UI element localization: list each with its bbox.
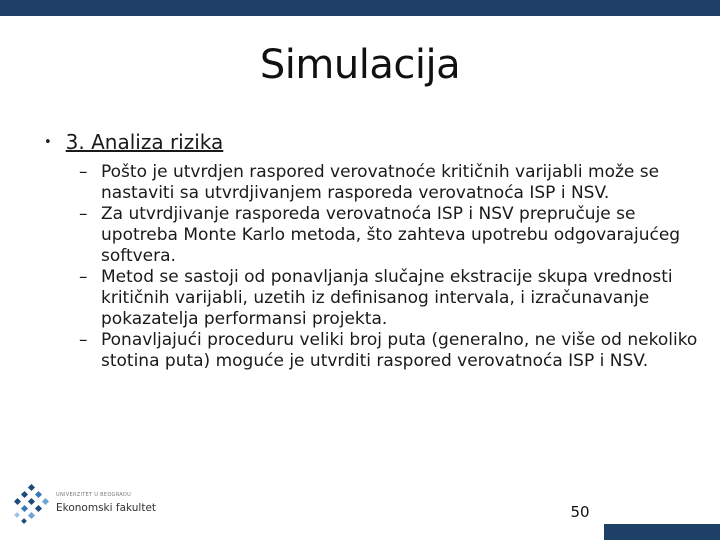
sub-bullet-text: Ponavljajući proceduru veliki broj puta (generalno, ne više od nekoliko stotina puta) moguće je utvrditi raspored verovatnoća ISP i NSV. xyxy=(101,330,698,371)
sub-bullet-item xyxy=(79,204,704,267)
dash: – xyxy=(79,330,88,350)
bullet-dot: • xyxy=(44,135,52,150)
university-logo xyxy=(14,484,157,528)
sub-bullet-text: Metod se sastoji od ponavljanja slučajne ekstracije skupa vrednosti kritičnih varijabli, uzetih iz definisanog intervala, i izračunavanje pokazatelja performansi projekta. xyxy=(101,267,673,329)
dash: – xyxy=(79,267,88,287)
sub-bullet-item xyxy=(79,330,704,372)
sub-bullet-text: Pošto je utvrdjen raspored verovatnoće kritičnih varijabli može se nastaviti sa utvrdjivanjem rasporeda verovatnoća ISP i NSV. xyxy=(101,162,660,203)
logo-faculty-name: Ekonomski fakultet xyxy=(56,502,157,514)
logo-university-text: UNIVERZITET U BEOGRADU xyxy=(56,492,132,498)
sub-bullet-text: Za utvrdjivanje rasporeda verovatnoća ISP i NSV prepručuje se upotreba Monte Karlo metoda, što zahteva upotrebu odgovarajućeg softvera. xyxy=(101,204,681,266)
sub-bullet-item xyxy=(79,267,704,330)
dash: – xyxy=(79,204,88,224)
bottom-accent-bar xyxy=(604,524,720,540)
slide-title: Simulacija xyxy=(259,42,461,88)
top-accent-bar xyxy=(0,0,720,16)
dash: – xyxy=(79,162,88,182)
logo-dots-icon xyxy=(14,484,50,526)
main-bullet-text: 3. Analiza rizika xyxy=(65,130,224,154)
main-bullet xyxy=(44,130,223,154)
sub-bullet-list xyxy=(79,162,704,372)
sub-bullet-item xyxy=(79,162,704,204)
page-number: 50 xyxy=(570,503,590,521)
